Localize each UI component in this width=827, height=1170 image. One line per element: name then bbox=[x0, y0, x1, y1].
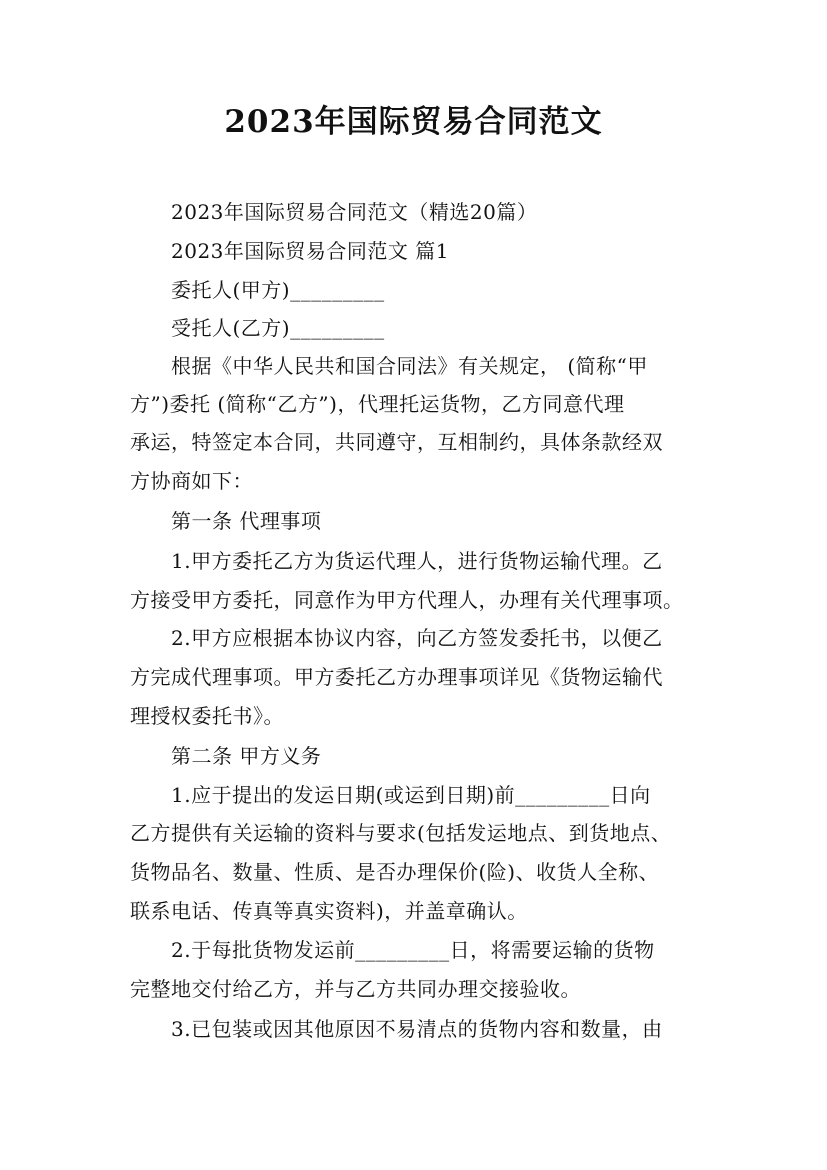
paragraph-line: 2.于每批货物发运前_________日，将需要运输的货物 bbox=[171, 938, 655, 962]
paragraph-line: 货物品名、数量、性质、是否办理保价(险)、收货人全称、 bbox=[130, 860, 660, 884]
paragraph-line: 理授权委托书》。 bbox=[130, 704, 284, 728]
paragraph-line: 乙方提供有关运输的资料与要求(包括发运地点、到货地点、 bbox=[130, 821, 672, 845]
paragraph-line: 3.已包装或因其他原因不易清点的货物内容和数量，由 bbox=[171, 1017, 663, 1041]
paragraph-line: 根据《中华人民共和国合同法》有关规定， (简称“甲 bbox=[171, 354, 648, 378]
paragraph-line: 方完成代理事项。甲方委托乙方办理事项详见《货物运输代 bbox=[130, 665, 663, 689]
clause-heading: 第一条 代理事项 bbox=[171, 509, 322, 533]
party-b-line: 受托人(乙方)_________ bbox=[171, 316, 385, 340]
party-a-line: 委托人(甲方)_________ bbox=[171, 278, 385, 302]
clause-heading: 第二条 甲方义务 bbox=[171, 744, 322, 768]
paragraph-line: 方协商如下： bbox=[130, 469, 253, 493]
paragraph-line: 方接受甲方委托，同意作为甲方代理人，办理有关代理事项。 bbox=[130, 588, 684, 612]
paragraph-line: 承运，特签定本合同，共同遵守，互相制约，具体条款经双 bbox=[130, 430, 663, 454]
paragraph-line: 2.甲方应根据本协议内容，向乙方签发委托书，以便乙 bbox=[171, 626, 663, 650]
document-title: 2023年国际贸易合同范文 bbox=[224, 104, 603, 140]
paragraph-line: 联系电话、传真等真实资料)，并盖章确认。 bbox=[130, 899, 528, 923]
section-heading: 2023年国际贸易合同范文 篇1 bbox=[171, 239, 449, 263]
paragraph-line: 方”)委托 (简称“乙方”)，代理托运货物，乙方同意代理 bbox=[130, 392, 625, 416]
paragraph-line: 1.应于提出的发运日期(或运到日期)前_________日向 bbox=[171, 783, 651, 807]
paragraph-line: 1.甲方委托乙方为货运代理人，进行货物运输代理。乙 bbox=[171, 549, 663, 573]
paragraph-line: 完整地交付给乙方，并与乙方共同办理交接验收。 bbox=[130, 977, 581, 1001]
subtitle-line: 2023年国际贸易合同范文（精选20篇） bbox=[171, 200, 538, 224]
